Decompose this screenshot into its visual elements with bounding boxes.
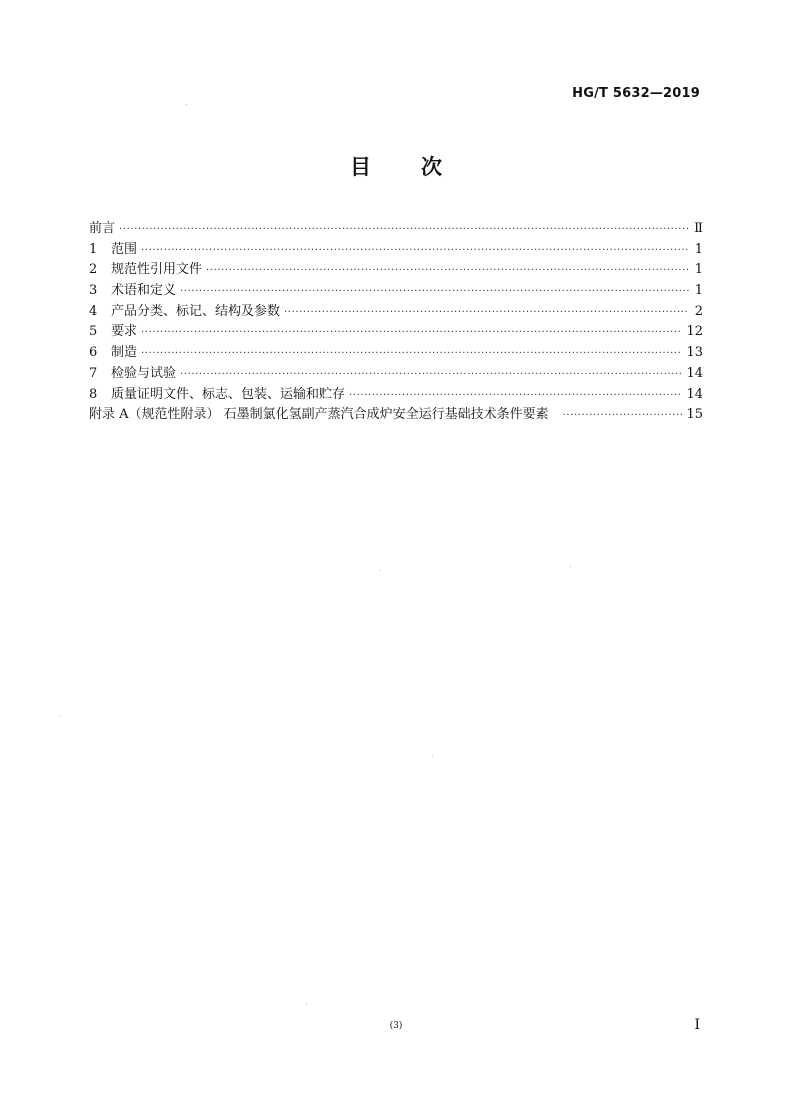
scan-speck [380, 570, 381, 571]
toc-entry-page: 13 [686, 345, 703, 361]
toc-entry-label: 产品分类、标记、结构及参数 [111, 303, 281, 319]
toc-entry-label: 质量证明文件、标志、包装、运输和贮存 [111, 386, 346, 402]
scan-speck [60, 716, 61, 717]
toc-leader-dots [284, 303, 689, 324]
toc-entry-page: Ⅱ [694, 221, 703, 236]
toc-entry-label: 制造 [111, 345, 138, 361]
table-of-contents [89, 219, 703, 426]
toc-entry-page: 1 [694, 283, 703, 299]
toc-entry-number: 6 [89, 345, 98, 361]
toc-entry-number: 7 [89, 365, 98, 381]
toc-entry-foreword[interactable] [89, 219, 703, 240]
toc-entry-7[interactable] [89, 364, 703, 385]
toc-title-part2: 次 [421, 155, 442, 179]
toc-entry-page: 1 [694, 241, 703, 257]
toc-title [0, 151, 792, 181]
toc-entry-1[interactable] [89, 240, 703, 261]
toc-entry-page: 12 [686, 324, 703, 340]
toc-entry-3[interactable] [89, 281, 703, 302]
scan-speck [186, 104, 187, 105]
footer-page-number: I [694, 1017, 700, 1033]
toc-entry-page: 1 [694, 262, 703, 278]
toc-entry-appendix-a[interactable] [89, 405, 703, 426]
toc-entry-number: 2 [89, 262, 98, 278]
toc-entry-page: 14 [686, 386, 703, 402]
toc-entry-label: 范围 [111, 241, 138, 257]
toc-leader-dots [180, 282, 689, 303]
toc-leader-dots [563, 406, 683, 427]
toc-leader-dots [180, 365, 682, 386]
toc-leader-dots [141, 241, 689, 262]
toc-leader-dots [119, 220, 689, 241]
toc-entry-8[interactable] [89, 385, 703, 406]
toc-entry-label: 术语和定义 [111, 283, 177, 299]
toc-entry-page: 14 [686, 365, 703, 381]
toc-leader-dots [206, 261, 689, 282]
standard-code: HG/T 5632—2019 [572, 86, 700, 101]
scan-speck [306, 1003, 307, 1004]
toc-entry-number: 5 [89, 324, 98, 340]
toc-entry-number: 1 [89, 241, 98, 257]
scan-speck [570, 566, 571, 567]
toc-leader-dots [349, 386, 682, 407]
toc-entry-page: 2 [694, 303, 703, 319]
toc-entry-4[interactable] [89, 302, 703, 323]
toc-leader-dots [141, 323, 682, 344]
toc-entry-6[interactable] [89, 343, 703, 364]
toc-entry-5[interactable] [89, 322, 703, 343]
toc-entry-number: 4 [89, 303, 98, 319]
scan-speck [432, 756, 433, 757]
toc-entry-label: 规范性引用文件 [111, 262, 203, 278]
toc-entry-2[interactable] [89, 260, 703, 281]
toc-entry-label: 前言 [89, 221, 116, 236]
toc-title-part1: 目 [350, 155, 371, 179]
toc-entry-number: 3 [89, 283, 98, 299]
toc-entry-page: 15 [686, 407, 703, 423]
toc-leader-dots [141, 344, 682, 365]
footer-center-mark: (3) [389, 1021, 403, 1031]
toc-entry-label: 附录 A（规范性附录） 石墨制氯化氢副产蒸汽合成炉安全运行基础技术条件要素 [89, 407, 549, 423]
toc-entry-label: 检验与试验 [111, 365, 177, 381]
toc-entry-number: 8 [89, 386, 98, 402]
toc-entry-label: 要求 [111, 324, 138, 340]
